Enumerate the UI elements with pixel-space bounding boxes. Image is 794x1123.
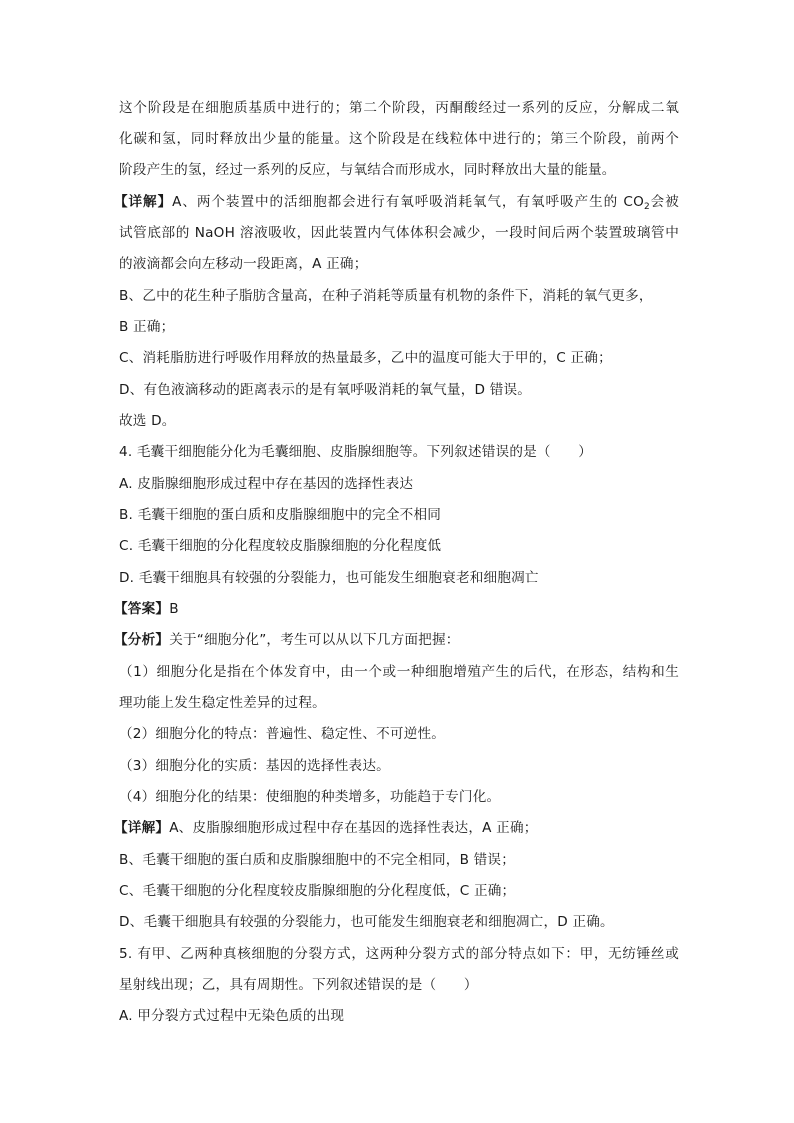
text-line: 试管底部的 NaOH 溶液吸收，因此装置内气体体积会减少，一段时间后两个装置玻璃管中 bbox=[119, 225, 679, 241]
text-line: C、毛囊干细胞的分化程度较皮脂腺细胞的分化程度低，C 正确； bbox=[119, 883, 516, 899]
text-line: B、毛囊干细胞的蛋白质和皮脂腺细胞中的不完全相同，B 错误； bbox=[119, 852, 516, 868]
text-line: B 正确； bbox=[119, 319, 175, 335]
text-line: 故选 D。 bbox=[119, 413, 176, 429]
question-stem: 5. 有甲、乙两种真核细胞的分裂方式，这两种分裂方式的部分特点如下：甲，无纺锤丝或 bbox=[119, 946, 679, 962]
option-a: A. 皮脂腺细胞形成过程中存在基因的选择性表达 bbox=[119, 476, 414, 492]
text-line: （2）细胞分化的特点：普遍性、稳定性、不可逆性。 bbox=[119, 726, 446, 742]
text-line: （1）细胞分化是指在个体发育中，由一个或一种细胞增殖产生的后代，在形态，结构和生 bbox=[119, 664, 679, 680]
answer-line bbox=[114, 599, 674, 619]
subscript: 2 bbox=[643, 202, 650, 212]
detail-line bbox=[114, 818, 674, 838]
option-d: D. 毛囊干细胞具有较强的分裂能力，也可能发生细胞衰老和细胞凋亡 bbox=[119, 570, 539, 586]
text-line: 化碳和氢，同时释放出少量的能量。这个阶段是在线粒体中进行的；第三个阶段，前两个 bbox=[119, 131, 679, 147]
text-line: （3）细胞分化的实质：基因的选择性表达。 bbox=[119, 758, 390, 774]
detail-text: A、皮脂腺细胞形成过程中存在基因的选择性表达，A 正确； bbox=[169, 820, 538, 836]
option-c: C. 毛囊干细胞的分化程度较皮脂腺细胞的分化程度低 bbox=[119, 538, 442, 554]
analysis-tag: 【分析】 bbox=[114, 632, 170, 648]
text-line: 星射线出现；乙，具有周期性。下列叙述错误的是（ ） bbox=[119, 977, 478, 993]
detail-tag: 【详解】 bbox=[114, 194, 173, 210]
analysis-line bbox=[114, 630, 674, 650]
answer-value: B bbox=[169, 601, 179, 617]
option-b: B. 毛囊干细胞的蛋白质和皮脂腺细胞中的完全不相同 bbox=[119, 507, 442, 523]
text-line: （4）细胞分化的结果：使细胞的种类增多，功能趋于专门化。 bbox=[119, 789, 501, 805]
detail-text: 会被 bbox=[649, 194, 679, 210]
answer-tag: 【答案】 bbox=[114, 601, 170, 617]
text-line: 的液滴都会向左移动一段距离，A 正确； bbox=[119, 256, 368, 272]
analysis-text: 关于“细胞分化”，考生可以从以下几方面把握： bbox=[169, 632, 460, 648]
detail-tag: 【详解】 bbox=[114, 820, 170, 836]
text-line: C、消耗脂肪进行呼吸作用释放的热量最多，乙中的温度可能大于甲的，C 正确； bbox=[119, 350, 612, 366]
text-line: B、乙中的花生种子脂肪含量高，在种子消耗等质量有机物的条件下，消耗的氧气更多， bbox=[119, 288, 653, 304]
detail-line bbox=[114, 192, 679, 212]
text-line: D、有色液滴移动的距离表示的是有氧呼吸消耗的氧气量，D 错误。 bbox=[119, 382, 532, 398]
detail-text: A、两个装置中的活细胞都会进行有氧呼吸消耗氧气，有氧呼吸产生的 CO bbox=[172, 194, 644, 210]
question-stem: 4. 毛囊干细胞能分化为毛囊细胞、皮脂腺细胞等。下列叙述错误的是（ ） bbox=[119, 444, 593, 460]
text-line: 阶段产生的氢，经过一系列的反应，与氧结合而形成水，同时释放出大量的能量。 bbox=[119, 162, 616, 178]
option-a: A. 甲分裂方式过程中无染色质的出现 bbox=[119, 1008, 345, 1024]
text-line: D、毛囊干细胞具有较强的分裂能力，也可能发生细胞衰老和细胞凋亡，D 正确。 bbox=[119, 914, 614, 930]
text-line: 理功能上发生稳定性差异的过程。 bbox=[119, 695, 326, 711]
text-line: 这个阶段是在细胞质基质中进行的；第二个阶段，丙酮酸经过一系列的反应，分解成二氧 bbox=[119, 100, 679, 116]
